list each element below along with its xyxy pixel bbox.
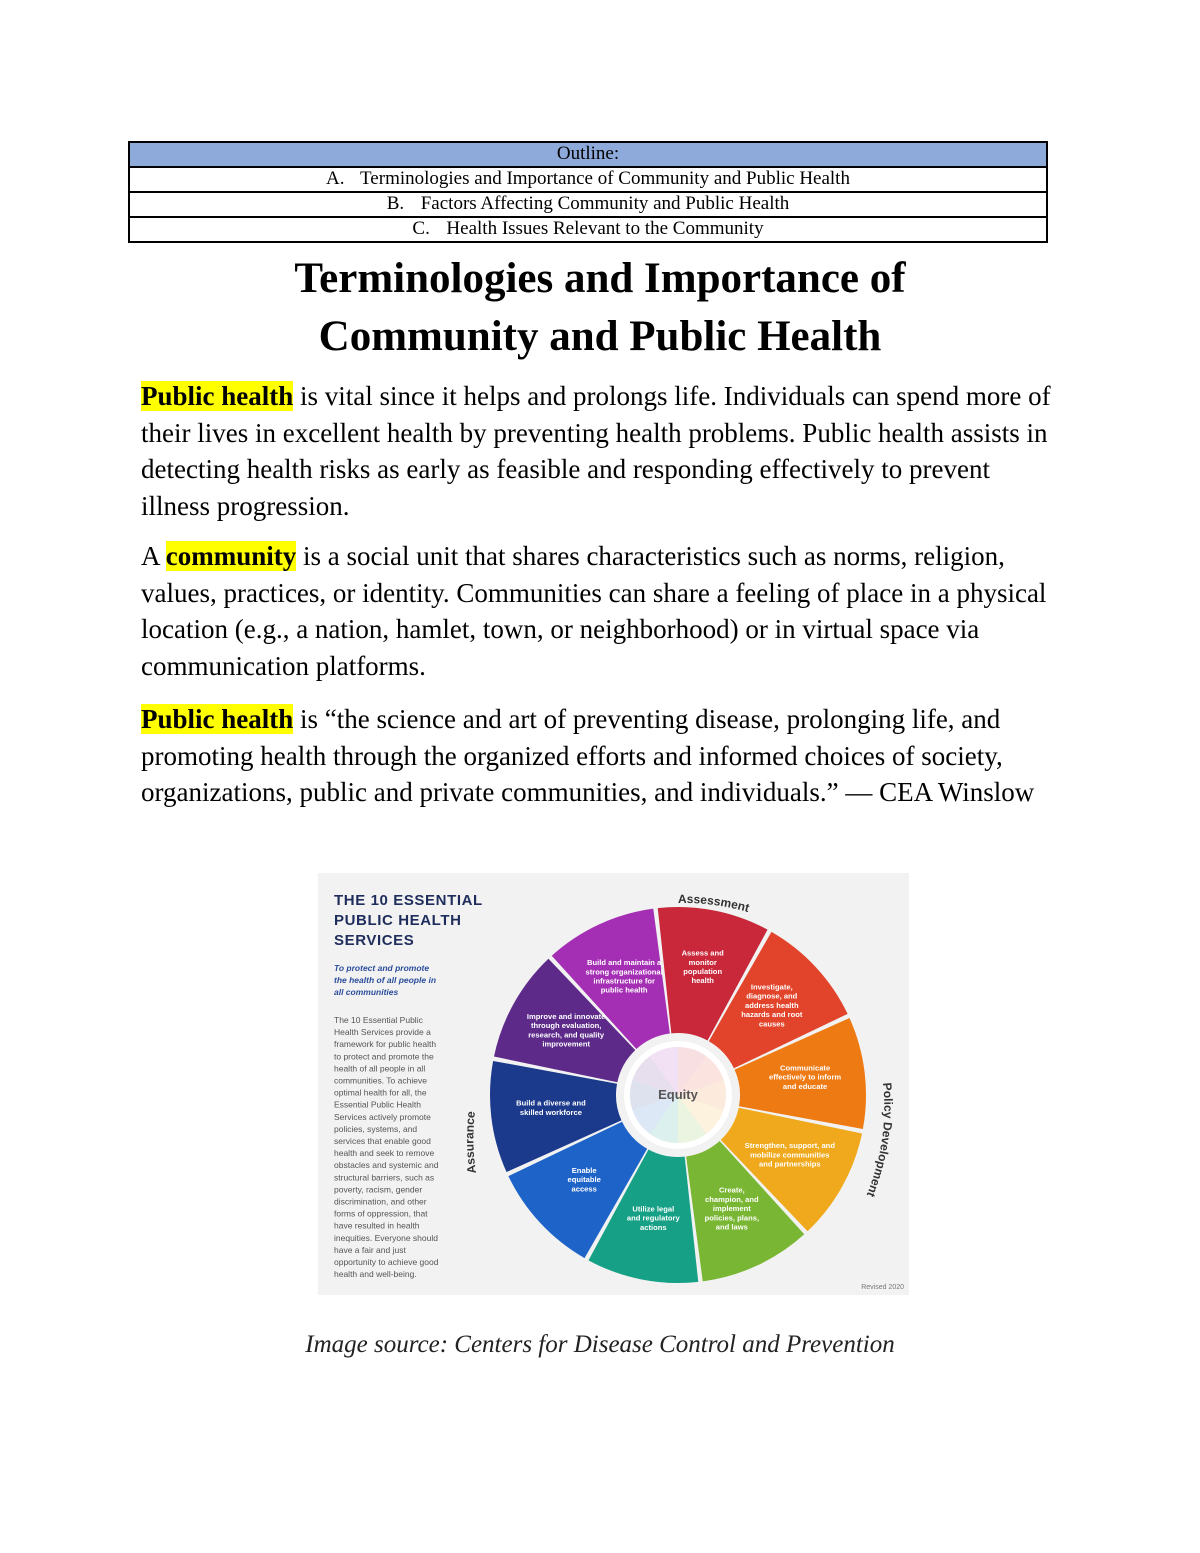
outline-item-text: Factors Affecting Community and Public Health: [420, 193, 790, 214]
outline-item-text: Terminologies and Importance of Community and Public Health: [360, 168, 850, 189]
figure-body-line: policies, systems, and: [334, 1123, 418, 1134]
figure-body-line: framework for public health: [334, 1039, 437, 1050]
service-segment-label: Create, champion, and implement policies, plans, and laws: [704, 1185, 760, 1232]
figure-body-line: opportunity to achieve good: [334, 1257, 439, 1267]
service-segment-label: Enable equitable access: [567, 1165, 601, 1194]
figure-body-line: Services actively promote: [334, 1111, 431, 1122]
figure-body-line: health of all people in all: [334, 1063, 426, 1074]
highlighted-term: Public health: [141, 704, 294, 734]
figure-heading-line: PUBLIC HEALTH: [334, 912, 462, 929]
figure-body-line: poverty, racism, gender: [334, 1184, 423, 1195]
figure-body-line: discrimination, and other: [334, 1196, 427, 1207]
service-segment-label: Assess and monitor population health: [681, 948, 724, 986]
outline-item-label: B.: [386, 193, 405, 214]
paragraph-community-definition: [141, 538, 1061, 684]
figure-body-line: communities. To achieve: [334, 1075, 427, 1086]
outline-item-label: A.: [326, 168, 345, 189]
figure-subheading-line: To protect and promote: [334, 963, 430, 973]
paragraph-text: is a social unit that shares characteristics such as norms, religion, values, practices, or identity. Communities can share a feeling of place in a physical location (e.g., a nation, hamlet, town, or neighborhood) or in virtual space via communication platforms.: [141, 541, 1047, 681]
outline-item: [129, 167, 1047, 192]
policy-development-label: Policy Development: [863, 1082, 896, 1200]
figure-heading-line: SERVICES: [334, 932, 415, 949]
figure-body-line: The 10 Essential Public: [334, 1015, 423, 1025]
essential-services-figure: [318, 873, 909, 1295]
paragraph-public-health-importance: [141, 378, 1061, 524]
outline-table: [128, 141, 1048, 243]
service-segment-label: Utilize legal and regulatory actions: [626, 1204, 680, 1232]
figure-subheading-line: the health of all people in: [334, 975, 437, 985]
figure-body-line: inequities. Everyone should: [334, 1232, 438, 1243]
service-segment-label: Strengthen, support, and mobilize communities and partnerships: [744, 1141, 835, 1169]
highlighted-term: Public health: [141, 381, 294, 411]
assessment-label: Assessment: [677, 891, 751, 916]
page-title: [0, 250, 1200, 366]
assurance-label: Assurance: [462, 1110, 479, 1175]
figure-body-line: Essential Public Health: [334, 1099, 421, 1110]
figure-body-line: have resulted in health: [334, 1220, 420, 1231]
service-segment-label: Build a diverse and skilled workforce: [516, 1098, 586, 1117]
outline-header: Outline:: [129, 142, 1047, 167]
figure-subheading-line: all communities: [334, 987, 399, 997]
figure-body-line: optimal health for all, the: [334, 1087, 427, 1098]
figure-body-line: have a fair and just: [334, 1244, 406, 1255]
figure-body-line: Health Services provide a: [334, 1027, 431, 1038]
paragraph-winslow-definition: [141, 701, 1061, 811]
service-segment-label: Improve and innovate through evaluation, research, and quality improvement: [526, 1011, 606, 1049]
outline-item: [129, 217, 1047, 242]
figure-body-line: obstacles and systemic and: [334, 1160, 439, 1171]
service-segment-label: Build and maintain a strong organizational infrastructure for public health: [585, 958, 663, 995]
highlighted-term: community: [165, 541, 297, 571]
essential-services-wheel: [318, 873, 909, 1295]
service-segment-label: Communicate effectively to inform and educate: [769, 1063, 842, 1091]
figure-body-line: health and well-being.: [334, 1269, 417, 1280]
service-segment-label: Investigate, diagnose, and address health hazards and root causes: [741, 982, 803, 1029]
outline-item-label: C.: [412, 218, 430, 239]
equity-label: Equity: [658, 1087, 698, 1102]
figure-body-line: structural barriers, such as: [334, 1172, 435, 1183]
figure-body-line: forms of oppression, that: [334, 1208, 428, 1219]
paragraph-lead: A: [141, 541, 166, 571]
title-line: Community and Public Health: [318, 313, 882, 360]
figure-body-line: services that enable good: [334, 1136, 431, 1146]
paragraph-text: is “the science and art of preventing disease, prolonging life, and promoting health through the organized efforts and informed choices of society, organizations, public and private communities, and individuals.” — CEA Winslow: [141, 704, 1035, 807]
figure-body-line: to protect and promote the: [334, 1051, 434, 1062]
figure-heading-line: THE 10 ESSENTIAL: [334, 892, 483, 909]
title-line: Terminologies and Importance of: [294, 255, 906, 302]
image-caption: Image source: Centers for Disease Control and Prevention: [305, 1331, 895, 1358]
outline-item-text: Health Issues Relevant to the Community: [446, 218, 764, 239]
figure-credit: Revised 2020: [861, 1284, 904, 1291]
figure-body-line: health and seek to remove: [334, 1148, 435, 1159]
outline-item: [129, 192, 1047, 217]
paragraph-text: is vital since it helps and prolongs life. Individuals can spend more of their lives in excellent health by preventing health problems. Public health assists in detecting health risks as early as feasible and responding effectively to prevent illness progression.: [141, 381, 1051, 521]
